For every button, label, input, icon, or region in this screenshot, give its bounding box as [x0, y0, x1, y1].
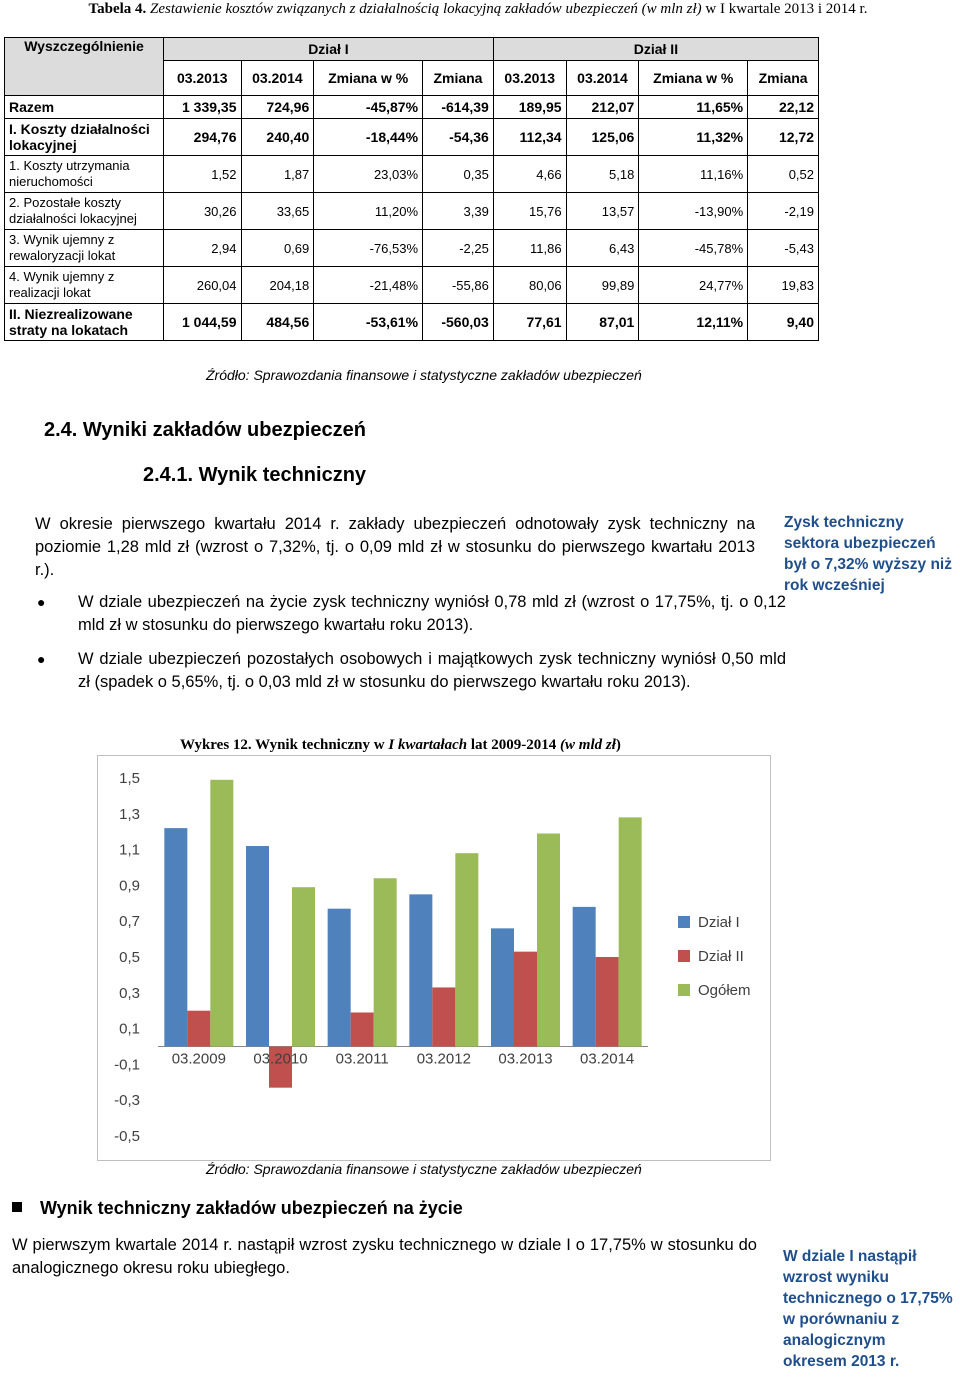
- subheader-cell: 03.2013: [493, 61, 566, 96]
- bullet-non-life-text: W dziale ubezpieczeń pozostałych osobowych i majątkowych zysk techniczny wyniósł 0,50 mld zł (spadek o 5,65%, tj. o 0,03 mld zł w stosunku do pierwszego kwartału roku 2013).: [78, 650, 786, 691]
- table-header-row: [5, 38, 819, 61]
- row-value: 125,06: [566, 119, 639, 156]
- table-row: [5, 193, 819, 230]
- table-row: [5, 230, 819, 267]
- row-value: 19,83: [748, 267, 819, 304]
- bar-ogółem: [537, 833, 560, 1046]
- header-wyszczegolnienie: Wyszczególnienie: [5, 38, 164, 96]
- legend-swatch: [678, 950, 690, 962]
- y-tick-label: -0,3: [114, 1092, 140, 1110]
- row-value: 212,07: [566, 96, 639, 119]
- section-heading-2-4: 2.4. Wyniki zakładów ubezpieczeń: [44, 419, 366, 441]
- bar-dział-i: [328, 909, 351, 1047]
- row-label: 1. Koszty utrzymania nieruchomości: [5, 156, 164, 193]
- subheader-cell: 03.2013: [164, 61, 242, 96]
- section-heading-2-4-1: 2.4.1. Wynik techniczny: [143, 464, 367, 486]
- paragraph-intro: W okresie pierwszego kwartału 2014 r. zakłady ubezpieczeń odnotowały zysk techniczny na poziomie 1,28 mld zł (wzrost o 7,32%, tj. o 0,09 mld zł w stosunku do pierwszego kwartału 2013 r.).: [35, 515, 755, 579]
- row-value: -2,19: [748, 193, 819, 230]
- chart-title-italic-2: (w mld zł: [560, 737, 616, 753]
- legend-swatch: [678, 984, 690, 996]
- row-value: 240,40: [241, 119, 314, 156]
- caption-italic: Zestawienie kosztów związanych z działalnością lokacyjną zakładów ubezpieczeń (w mln zł): [150, 1, 702, 17]
- row-value: 30,26: [164, 193, 242, 230]
- row-value: 12,11%: [639, 304, 748, 341]
- chart-title-middle: lat 2009-2014: [470, 737, 557, 753]
- row-value: -5,43: [748, 230, 819, 267]
- y-tick-label: 0,1: [119, 1020, 140, 1038]
- bar-dział-ii: [351, 1012, 374, 1046]
- table-row: [5, 119, 819, 156]
- bullet-life-text: W dziale ubezpieczeń na życie zysk techniczny wyniósł 0,78 mld zł (wzrost o 17,75%, tj. o 0,12 mld zł w stosunku do pierwszego kwartału roku 2013).: [78, 593, 786, 634]
- row-label: 4. Wynik ujemny z realizacji lokat: [5, 267, 164, 304]
- side-note-1: Zysk techniczny sektora ubezpieczeń był o 7,32% wyższy niż rok wcześniej: [784, 514, 952, 594]
- row-value: 6,43: [566, 230, 639, 267]
- row-label: II. Niezrealizowane straty na lokatach: [5, 304, 164, 341]
- row-value: -55,86: [423, 267, 494, 304]
- y-tick-label: 0,5: [119, 949, 140, 966]
- bullet-non-life: [35, 648, 786, 718]
- row-value: -45,87%: [314, 96, 423, 119]
- x-tick-label: 03.2009: [171, 1050, 226, 1068]
- row-value: 80,06: [493, 267, 566, 304]
- life-heading: [12, 1198, 463, 1219]
- row-value: -13,90%: [639, 193, 748, 230]
- row-value: 12,72: [748, 119, 819, 156]
- row-value: 1,87: [241, 156, 314, 193]
- y-tick-label: -0,1: [114, 1056, 140, 1074]
- chart-title: [180, 737, 621, 754]
- row-value: 11,20%: [314, 193, 423, 230]
- row-value: -560,03: [423, 304, 494, 341]
- bullet-icon: ●: [37, 651, 46, 667]
- table-caption: [8, 0, 948, 19]
- chart-title-suffix: ): [615, 737, 621, 753]
- subheader-cell: Zmiana: [423, 61, 494, 96]
- row-value: 11,65%: [639, 96, 748, 119]
- caption-suffix: w I kwartale 2013 i 2014 r.: [705, 1, 868, 17]
- life-heading-text: Wynik techniczny zakładów ubezpieczeń na życie: [40, 1198, 463, 1218]
- row-label: Razem: [5, 96, 164, 119]
- row-value: 484,56: [241, 304, 314, 341]
- row-value: 5,18: [566, 156, 639, 193]
- bar-dział-i: [409, 894, 432, 1046]
- legend-label: Dział II: [698, 948, 744, 965]
- table-source: Źródło: Sprawozdania finansowe i statystyczne zakładów ubezpieczeń: [206, 367, 642, 383]
- row-value: 0,35: [423, 156, 494, 193]
- row-value: 0,52: [748, 156, 819, 193]
- row-value: 294,76: [164, 119, 242, 156]
- row-value: 9,40: [748, 304, 819, 341]
- paragraph-life: W pierwszym kwartale 2014 r. nastąpił wzrost zysku technicznego w dziale I o 17,75% w stosunku do analogicznego okresu roku ubiegłego.: [12, 1236, 757, 1277]
- row-value: -54,36: [423, 119, 494, 156]
- table-row: [5, 96, 819, 119]
- bar-dział-i: [573, 907, 596, 1047]
- row-value: 99,89: [566, 267, 639, 304]
- chart-title-italic-1: I kwartałach: [388, 737, 468, 753]
- subheader-cell: 03.2014: [566, 61, 639, 96]
- row-value: 11,86: [493, 230, 566, 267]
- row-value: -18,44%: [314, 119, 423, 156]
- bar-ogółem: [374, 878, 397, 1046]
- legend-label: Ogółem: [698, 982, 751, 999]
- row-value: 260,04: [164, 267, 242, 304]
- row-value: 3,39: [423, 193, 494, 230]
- row-value: 1 044,59: [164, 304, 242, 341]
- row-value: 4,66: [493, 156, 566, 193]
- row-label: I. Koszty działalności lokacyjnej: [5, 119, 164, 156]
- subheader-cell: Zmiana: [748, 61, 819, 96]
- x-tick-label: 03.2011: [335, 1050, 389, 1068]
- row-value: 2,94: [164, 230, 242, 267]
- row-value: 13,57: [566, 193, 639, 230]
- row-value: 15,76: [493, 193, 566, 230]
- bar-dział-i: [246, 846, 269, 1046]
- caption-prefix: Tabela 4.: [88, 1, 147, 17]
- row-value: 1 339,35: [164, 96, 242, 119]
- row-label: 3. Wynik ujemny z rewaloryzacji lokat: [5, 230, 164, 267]
- costs-table: [4, 37, 819, 341]
- header-dzial-2: Dział II: [493, 38, 818, 61]
- table-row: [5, 267, 819, 304]
- chart-frame: [97, 755, 771, 1161]
- subheader-cell: Zmiana w %: [639, 61, 748, 96]
- x-tick-label: 03.2012: [416, 1050, 471, 1068]
- table-body: [5, 96, 819, 341]
- row-value: -21,48%: [314, 267, 423, 304]
- x-tick-label: 03.2014: [580, 1050, 635, 1068]
- row-value: 1,52: [164, 156, 242, 193]
- legend-label: Dział I: [698, 914, 740, 931]
- side-note-2: W dziale I nastąpił wzrost wyniku technicznego o 17,75% w porównaniu z analogicznym okresem 2013 r.: [783, 1248, 953, 1370]
- row-value: -45,78%: [639, 230, 748, 267]
- row-value: 204,18: [241, 267, 314, 304]
- subheader-cell: 03.2014: [241, 61, 314, 96]
- row-value: -53,61%: [314, 304, 423, 341]
- bar-chart: [98, 756, 770, 1160]
- row-value: 112,34: [493, 119, 566, 156]
- row-value: 11,32%: [639, 119, 748, 156]
- row-value: 33,65: [241, 193, 314, 230]
- bullet-icon: ●: [37, 594, 46, 610]
- y-tick-label: -0,5: [114, 1128, 140, 1145]
- bar-ogółem: [292, 887, 315, 1046]
- y-tick-label: 1,5: [119, 770, 140, 787]
- row-value: 22,12: [748, 96, 819, 119]
- row-value: -76,53%: [314, 230, 423, 267]
- legend-swatch: [678, 916, 690, 928]
- subheader-cell: Zmiana w %: [314, 61, 423, 96]
- table-row: [5, 156, 819, 193]
- row-value: 24,77%: [639, 267, 748, 304]
- y-tick-label: 0,3: [119, 984, 140, 1002]
- header-dzial-1: Dział I: [164, 38, 494, 61]
- bar-dział-ii: [514, 952, 537, 1047]
- row-label: 2. Pozostałe koszty działalności lokacyjnej: [5, 193, 164, 230]
- bullet-life: [35, 591, 786, 637]
- x-tick-label: 03.2010: [253, 1050, 308, 1068]
- bar-ogółem: [455, 853, 478, 1046]
- x-tick-label: 03.2013: [498, 1050, 553, 1068]
- chart-source: Źródło: Sprawozdania finansowe i statystyczne zakładów ubezpieczeń: [206, 1161, 642, 1177]
- y-tick-label: 1,1: [119, 841, 140, 859]
- y-tick-label: 0,9: [119, 877, 140, 895]
- row-value: 23,03%: [314, 156, 423, 193]
- row-value: 77,61: [493, 304, 566, 341]
- bar-ogółem: [210, 780, 233, 1047]
- row-value: 0,69: [241, 230, 314, 267]
- row-value: 189,95: [493, 96, 566, 119]
- chart-title-prefix: Wykres 12. Wynik techniczny w: [180, 737, 385, 753]
- bar-dział-ii: [187, 1011, 210, 1047]
- row-value: -614,39: [423, 96, 494, 119]
- bar-ogółem: [619, 817, 642, 1046]
- bar-dział-i: [491, 928, 514, 1046]
- y-tick-label: 1,3: [119, 805, 140, 823]
- bar-dział-ii: [596, 957, 619, 1047]
- row-value: 87,01: [566, 304, 639, 341]
- bar-dział-i: [164, 828, 187, 1046]
- square-bullet-icon: [12, 1202, 22, 1212]
- row-value: 724,96: [241, 96, 314, 119]
- bar-dział-ii: [432, 987, 455, 1046]
- table-row: [5, 304, 819, 341]
- y-tick-label: 0,7: [119, 913, 140, 931]
- row-value: -2,25: [423, 230, 494, 267]
- row-value: 11,16%: [639, 156, 748, 193]
